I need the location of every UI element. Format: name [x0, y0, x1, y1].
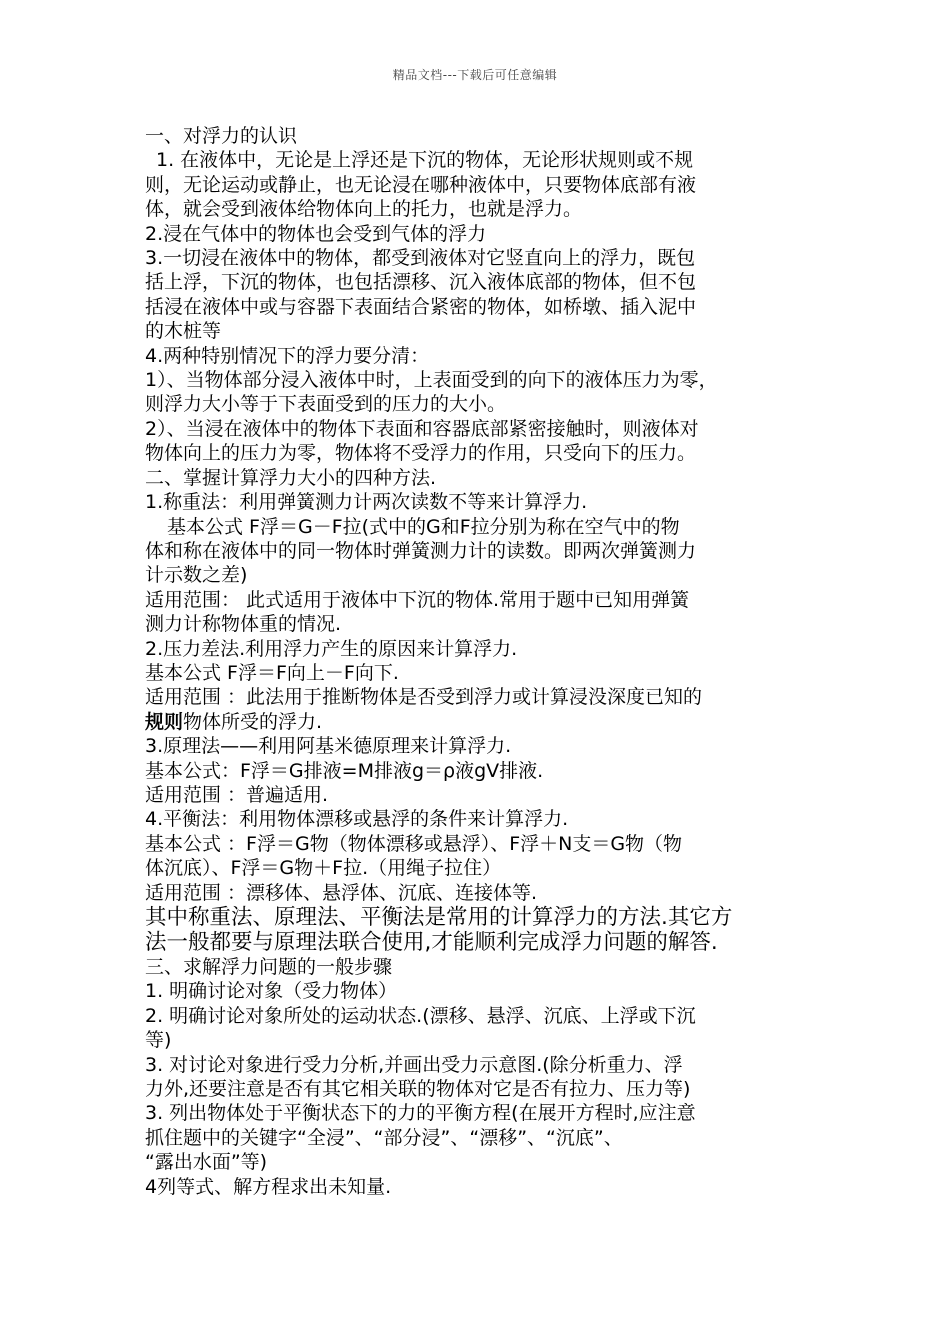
paragraph-line: 4列等式、解方程求出未知量.	[145, 1175, 392, 1198]
paragraph-line	[145, 710, 809, 734]
paragraph-line: 物体向上的压力为零，物体将不受浮力的作用，只受向下的压力。	[145, 442, 697, 465]
paragraph-line: 4.平衡法：利用物体漂移或悬浮的条件来计算浮力.	[145, 808, 569, 831]
paragraph-line: 3.一切浸在液体中的物体，都受到液体对它竖直向上的浮力，既包	[145, 247, 696, 270]
document-body	[145, 124, 809, 1199]
paragraph-line: 3. 对讨论对象进行受力分析,并画出受力示意图.(除分析重力、浮	[145, 1053, 683, 1076]
paragraph-line: 抓住题中的关键字“全浸”、“部分浸”、“漂移”、“沉底”、	[145, 1126, 623, 1149]
paragraph-line: 3.原理法——利用阿基米德原理来计算浮力.	[145, 735, 512, 758]
paragraph-line: 2）、当浸在液体中的物体下表面和容器底部紧密接触时，则液体对	[145, 417, 699, 440]
paragraph-line: 测力计称物体重的情况.	[145, 613, 342, 636]
paragraph-line: 2.浸在气体中的物体也会受到气体的浮力	[145, 222, 487, 245]
paragraph-line: 适用范围 ：此法用于推断物体是否受到浮力或计算浸没深度已知的	[145, 686, 703, 709]
paragraph-line: 基本公式：F浮＝G排液=M排液g＝ρ液gV排液.	[145, 759, 544, 782]
paragraph-line: 则浮力大小等于下表面受到的压力的大小。	[145, 393, 507, 416]
paragraph-line: 等)	[145, 1029, 172, 1052]
paragraph-line: 适用范围 ：普遍适用.	[145, 783, 329, 806]
paragraph-line: 3. 列出物体处于平衡状态下的力的平衡方程(在展开方程时,应注意	[145, 1102, 696, 1125]
paragraph-line: 2. 明确讨论对象所处的运动状态.(漂移、悬浮、沉底、上浮或下沉	[145, 1004, 696, 1027]
paragraph-line-text: 物体所受的浮力.	[183, 710, 323, 733]
paragraph-line: 体，就会受到液体给物体向上的托力，也就是浮力。	[145, 198, 583, 221]
paragraph-line: 则，无论运动或静止，也无论浸在哪种液体中，只要物体底部有液	[145, 173, 697, 196]
section-heading-1: 一、对浮力的认识	[145, 125, 298, 147]
paragraph-line: 1.称重法：利用弹簧测力计两次读数不等来计算浮力.	[145, 491, 588, 514]
summary-line: 法一般都要与原理法联合使用,才能顺利完成浮力问题的解答.	[145, 930, 718, 955]
paragraph-line: 2.压力差法.利用浮力产生的原因来计算浮力.	[145, 637, 518, 660]
section-heading-3: 三、求解浮力问题的一般步骤	[145, 956, 393, 978]
paragraph-line: 基本公式 F浮＝G－F拉(式中的G和F拉分别为称在空气中的物	[167, 515, 680, 538]
paragraph-line: 的木桩等	[145, 320, 222, 343]
paragraph-line: 基本公式 F浮＝F向上－F向下.	[145, 661, 399, 684]
paragraph-line: 适用范围 ：漂移体、悬浮体、沉底、连接体等.	[145, 881, 538, 904]
paragraph-line: 计示数之差)	[145, 564, 248, 587]
paragraph-line: “露出水面”等)	[145, 1151, 268, 1174]
page-header: 精品文档---下载后可任意编辑	[392, 68, 558, 82]
paragraph-line: 括上浮，下沉的物体，也包括漂移、沉入液体底部的物体，但不包	[145, 271, 697, 294]
summary-line: 其中称重法、原理法、平衡法是常用的计算浮力的方法.其它方	[145, 905, 733, 930]
paragraph-line: 力外,还要注意是否有其它相关联的物体对它是否有拉力、压力等)	[145, 1078, 691, 1101]
paragraph-line: 1. 明确讨论对象（受力物体）	[145, 980, 398, 1003]
section-heading-2: 二、掌握计算浮力大小的四种方法.	[145, 466, 437, 489]
paragraph-line: 基本公式 ：F浮＝G物（物体漂移或悬浮）、F浮＋N支＝G物（物	[145, 832, 683, 855]
paragraph-line: 括浸在液体中或与容器下表面结合紧密的物体，如桥墩、插入泥中	[145, 295, 697, 318]
paragraph-line: 1）、当物体部分浸入液体中时，上表面受到的向下的液体压力为零，	[145, 369, 718, 392]
paragraph-line: 4.两种特别情况下的浮力要分清：	[145, 344, 430, 367]
paragraph-line: 体和称在液体中的同一物体时弹簧测力计的读数。即两次弹簧测力	[145, 539, 697, 562]
bold-prefix: 规则	[145, 710, 184, 733]
paragraph-line: 体沉底）、F浮＝G物＋F拉.（用绳子拉住）	[145, 857, 502, 880]
paragraph-line: 1. 在液体中，无论是上浮还是下沉的物体，无论形状规则或不规	[156, 149, 694, 172]
paragraph-line: 适用范围： 此式适用于液体中下沉的物体.常用于题中已知用弹簧	[145, 588, 690, 611]
